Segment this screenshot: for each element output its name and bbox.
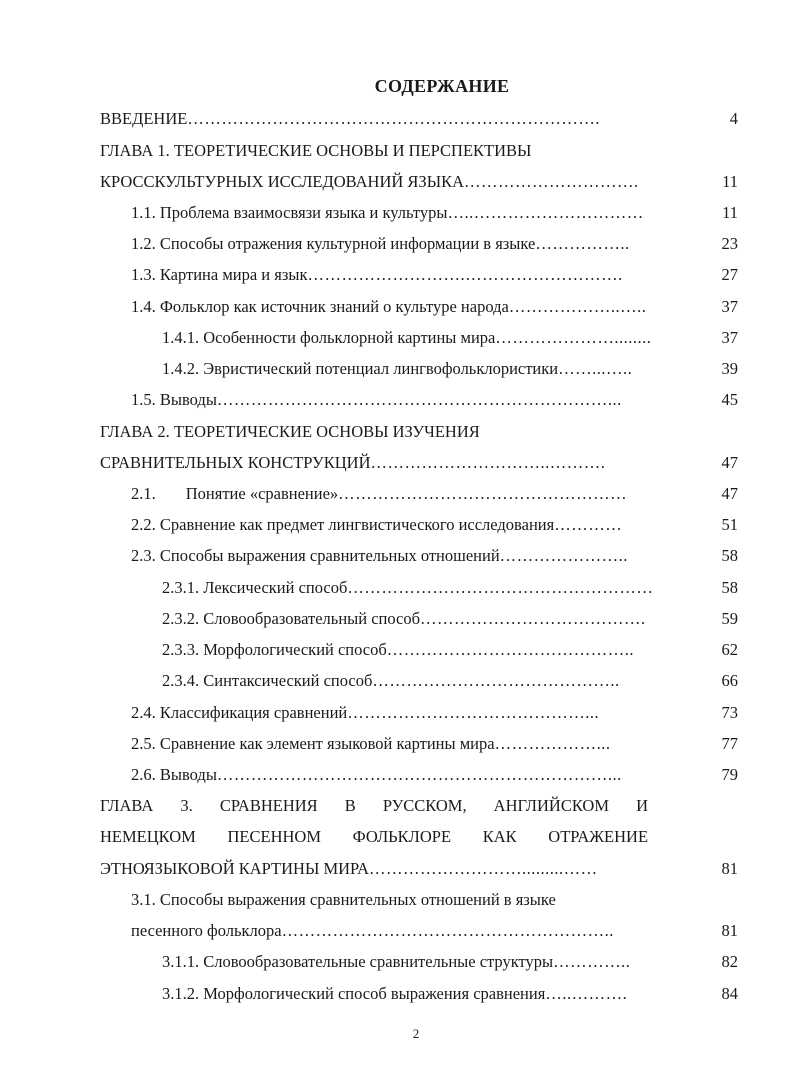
- toc-entry-1-4: [131, 295, 690, 319]
- toc-entry-1-5: [131, 388, 690, 412]
- toc-entry-label: 2.4. Классификация сравнений: [131, 703, 348, 722]
- toc-page-number: 73: [721, 703, 738, 722]
- leader-dots: ……………………………………………………………...: [216, 765, 622, 784]
- toc-entry-label: КРОССКУЛЬТУРНЫХ ИССЛЕДОВАНИЙ ЯЗЫКА: [100, 172, 465, 191]
- leader-dots: …………………………………………………..: [281, 921, 614, 940]
- toc-page-number: 79: [721, 765, 738, 784]
- toc-entry-1-2: [131, 232, 690, 256]
- toc-entry-label: ЭТНОЯЗЫКОВОЙ КАРТИНЫ МИРА: [100, 859, 370, 878]
- toc-entry-chapter-1: [100, 170, 690, 194]
- toc-entry-3-1-heading: [131, 888, 691, 912]
- toc-entry-label: 3.1. Способы выражения сравнительных отношений в языке: [131, 890, 556, 909]
- toc-page-number: 27: [721, 265, 738, 284]
- leader-dots: ……...…..: [558, 359, 633, 378]
- toc-page-number: 11: [722, 172, 738, 191]
- leader-dots: …………………..: [499, 546, 628, 565]
- toc-entry-label: 2.3.1. Лексический способ: [162, 578, 348, 597]
- toc-page-number: 82: [721, 952, 738, 971]
- toc-entry-label: 2.3. Способы выражения сравнительных отношений: [131, 546, 500, 565]
- toc-page-number: 51: [721, 515, 738, 534]
- toc-page-number: 45: [721, 390, 738, 409]
- toc-page-number: 66: [721, 671, 738, 690]
- toc-entry-label: ВВЕДЕНИЕ: [100, 109, 188, 128]
- toc-entry-1-3: [131, 263, 690, 287]
- toc-entry-1-1: [131, 201, 685, 225]
- leader-dots: ……………………………………...: [347, 703, 600, 722]
- toc-entry-3-1-1: [162, 950, 690, 974]
- toc-title: СОДЕРЖАНИЕ: [374, 76, 510, 96]
- toc-entry-3-1-2: [162, 982, 690, 1006]
- leader-dots: …..…………………………: [447, 203, 644, 222]
- leader-dots: ……………..: [535, 234, 630, 253]
- toc-entry-label: ГЛАВА 2. ТЕОРЕТИЧЕСКИЕ ОСНОВЫ ИЗУЧЕНИЯ: [100, 422, 480, 441]
- toc-page-number: 37: [721, 297, 738, 316]
- leader-dots: ………………………….: [464, 172, 639, 191]
- toc-entry-label: 2.3.2. Словообразовательный способ: [162, 609, 420, 628]
- toc-page-number: 81: [721, 859, 738, 878]
- toc-entry-label: 2.3.4. Синтаксический способ: [162, 671, 373, 690]
- toc-entry-introduction: [100, 107, 690, 131]
- toc-entry-2-6: [131, 763, 690, 787]
- leader-dots: ………………………………………………: [347, 578, 654, 597]
- toc-entry-2-4: [131, 701, 690, 725]
- toc-entry-label: 1.1. Проблема взаимосвязи языка и культуры: [131, 203, 448, 222]
- toc-entry-label: 1.4.2. Эвристический потенциал лингвофольклористики: [162, 359, 559, 378]
- toc-entry-label: песенного фольклора: [131, 921, 282, 940]
- toc-page-number: 4: [729, 109, 738, 128]
- toc-entry-2-5: [131, 732, 690, 756]
- toc-entry-2-3-1: [162, 576, 690, 600]
- toc-page-number: 77: [721, 734, 738, 753]
- leader-dots: ……………………………………………: [338, 484, 628, 503]
- toc-entry-label: СРАВНИТЕЛЬНЫХ КОНСТРУКЦИЙ: [100, 453, 371, 472]
- leader-dots: …………: [554, 515, 623, 534]
- toc-chapter-3-heading-line-2: НЕМЕЦКОМ ПЕСЕННОМ ФОЛЬКЛОРЕ КАК ОТРАЖЕНИЕ: [100, 827, 649, 846]
- toc-entry-label: ГЛАВА 1. ТЕОРЕТИЧЕСКИЕ ОСНОВЫ И ПЕРСПЕКТИВЫ: [100, 141, 532, 160]
- toc-entry-2-3-2: [162, 607, 690, 631]
- toc-entry-1-4-1: [162, 326, 690, 350]
- toc-entry-1-4-2: [162, 357, 690, 381]
- toc-entry-chapter-2: [100, 451, 690, 475]
- toc-entry-label: 1.4.1. Особенности фольклорной картины мира: [162, 328, 496, 347]
- toc-entry-label: 2.2. Сравнение как предмет лингвистического исследования: [131, 515, 555, 534]
- leader-dots: ……………………………………..: [372, 671, 620, 690]
- leader-dots: ……………………….……………………….: [307, 265, 623, 284]
- toc-page-number: 47: [721, 484, 738, 503]
- toc-chapter-1-heading: [100, 139, 700, 163]
- toc-entry-label: 1.2. Способы отражения культурной информации в языке: [131, 234, 536, 253]
- leader-dots: …………..: [553, 952, 631, 971]
- toc-page-number: 39: [721, 359, 738, 378]
- toc-page-number: 58: [721, 578, 738, 597]
- leader-dots: ……………………………………………………………….: [187, 109, 600, 128]
- toc-chapter-2-heading: [100, 420, 700, 444]
- toc-page-number: 47: [721, 453, 738, 472]
- toc-page-number: 37: [721, 328, 738, 347]
- toc-page-number: 59: [721, 609, 738, 628]
- leader-dots: ………………………………….: [419, 609, 646, 628]
- toc-entry-2-2: [131, 513, 690, 537]
- toc-entry-2-1: [131, 482, 690, 506]
- toc-entry-label: 2.3.3. Морфологический способ: [162, 640, 387, 659]
- toc-entry-2-3-4: [162, 669, 690, 693]
- toc-page-number: 81: [721, 921, 738, 940]
- toc-entry-label: 2.6. Выводы: [131, 765, 217, 784]
- toc-entry-2-3-3: [162, 638, 690, 662]
- toc-entry-label: 1.4. Фольклор как источник знаний о культуре народа: [131, 297, 509, 316]
- toc-entry-chapter-3: [100, 857, 660, 881]
- toc-entry-3-1: [131, 919, 684, 943]
- leader-dots: ……………………….........……: [369, 859, 598, 878]
- toc-page-number: 23: [721, 234, 738, 253]
- toc-page-number: 58: [721, 546, 738, 565]
- toc-entry-label: 3.1.2. Морфологический способ выражения сравнения: [162, 984, 546, 1003]
- toc-entry-number: 2.1.: [131, 484, 156, 503]
- leader-dots: …………………………..……….: [370, 453, 606, 472]
- leader-dots: ………………...: [494, 734, 611, 753]
- toc-page-number: 62: [721, 640, 738, 659]
- leader-dots: ……………………………………..: [386, 640, 635, 659]
- toc-chapter-3-heading-line-1: ГЛАВА 3. СРАВНЕНИЯ В РУССКОМ, АНГЛИЙСКОМ И: [100, 796, 649, 815]
- toc-page-number: 11: [722, 203, 738, 222]
- leader-dots: ………………..…..: [508, 297, 647, 316]
- toc-entry-label: 2.5. Сравнение как элемент языковой картины мира: [131, 734, 495, 753]
- leader-dots: ……………………………………………………………...: [216, 390, 622, 409]
- page-number-footer: 2: [412, 1026, 420, 1041]
- toc-entry-label: 1.5. Выводы: [131, 390, 217, 409]
- leader-dots: …………………........: [495, 328, 652, 347]
- leader-dots: …..……….: [545, 984, 628, 1003]
- toc-page-number: 84: [721, 984, 738, 1003]
- toc-entry-2-3: [131, 544, 690, 568]
- toc-entry-label: 1.3. Картина мира и язык: [131, 265, 308, 284]
- toc-entry-label: Понятие «сравнение»: [185, 484, 339, 503]
- toc-entry-label: 3.1.1. Словообразовательные сравнительные структуры: [162, 952, 554, 971]
